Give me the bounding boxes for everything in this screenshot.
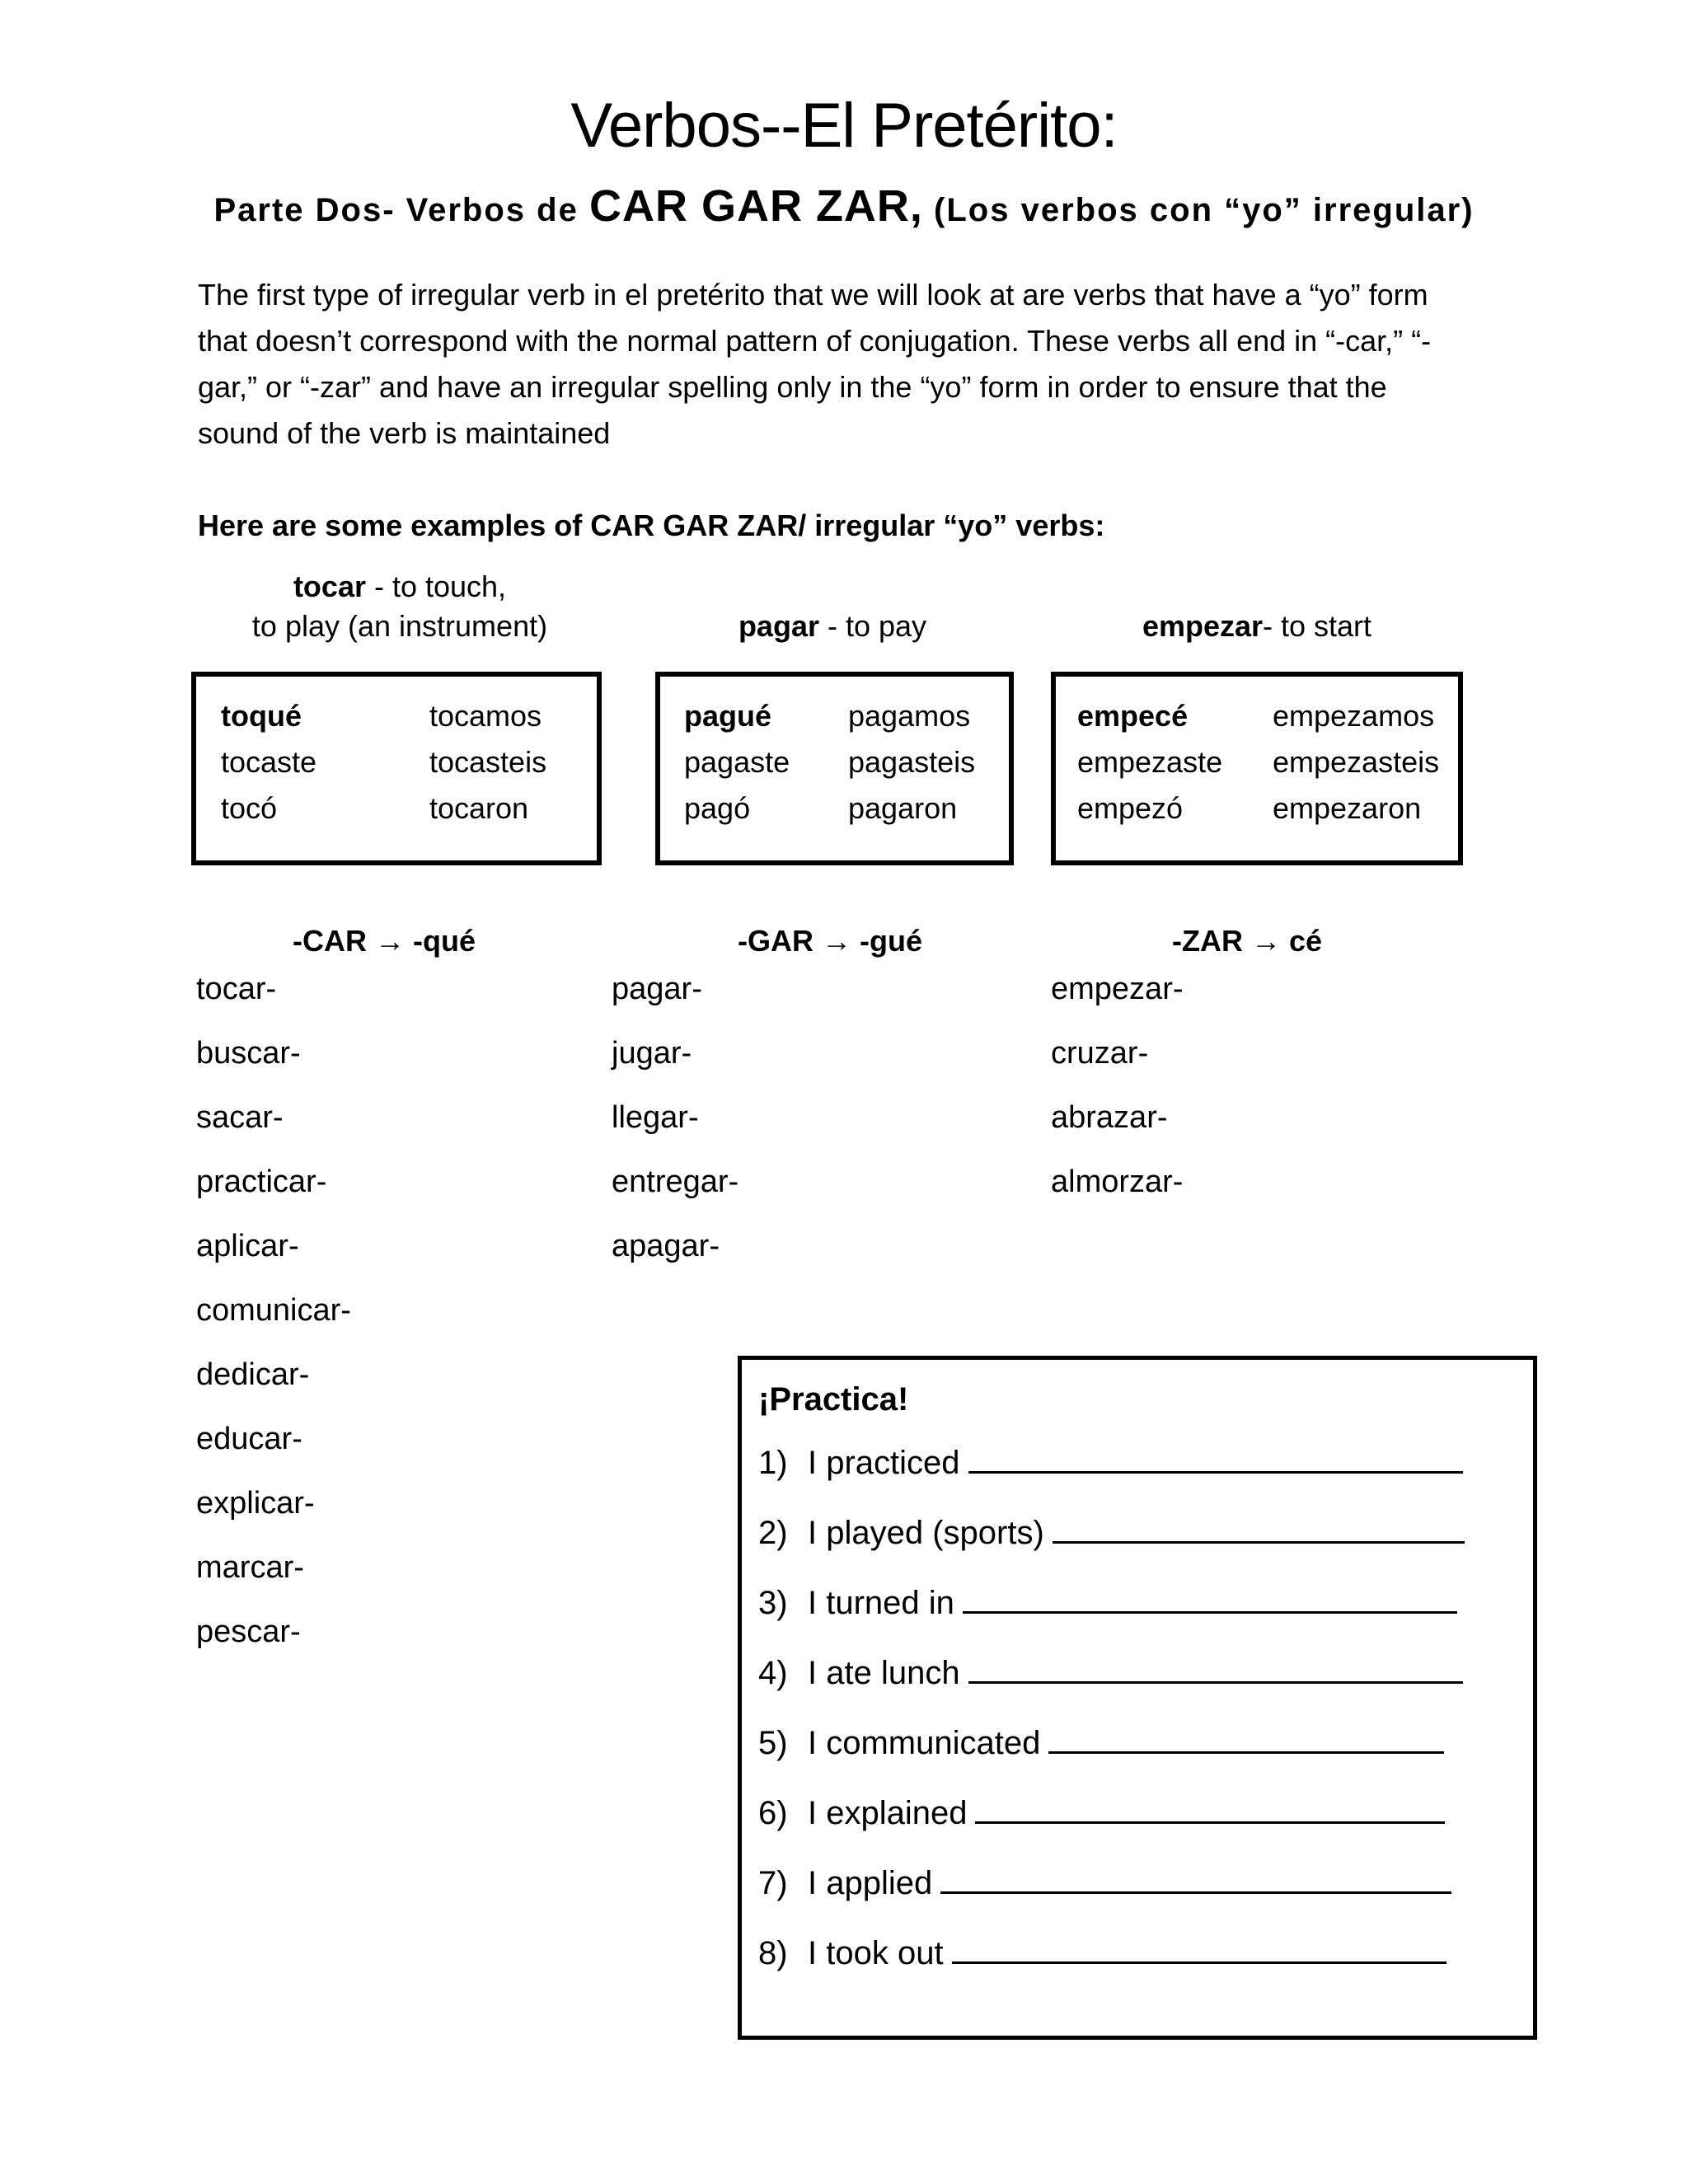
example-meaning: - to pay bbox=[818, 609, 927, 643]
verb-list-item: marcar- bbox=[196, 1550, 304, 1585]
answer-blank[interactable] bbox=[1048, 1718, 1444, 1754]
page-subtitle bbox=[0, 180, 1688, 237]
practice-number: 3) bbox=[758, 1585, 788, 1621]
rule-heading-gar: -GAR → -gué bbox=[738, 924, 922, 958]
conj-ellos: empezaron bbox=[1273, 791, 1422, 825]
practice-title: ¡Practica! bbox=[758, 1381, 909, 1418]
answer-blank[interactable] bbox=[963, 1578, 1457, 1614]
verb-list-item: cruzar- bbox=[1051, 1036, 1149, 1071]
conj-nosotros: empezamos bbox=[1273, 699, 1435, 733]
conj-tu: empezaste bbox=[1077, 745, 1223, 779]
practice-prompt: I played (sports) bbox=[808, 1515, 1044, 1551]
practice-item bbox=[758, 1438, 1463, 1486]
example-verb: pagar bbox=[738, 609, 819, 643]
page-title: Verbos--El Pretérito: bbox=[570, 91, 1118, 161]
conj-ellos: tocaron bbox=[429, 791, 529, 825]
answer-blank[interactable] bbox=[975, 1788, 1445, 1824]
practice-number: 6) bbox=[758, 1795, 788, 1831]
conjugation-box-tocar bbox=[191, 672, 602, 865]
example-meaning: - to start bbox=[1263, 609, 1372, 643]
verb-list-item: empezar- bbox=[1051, 972, 1184, 1006]
conj-yo: pagué bbox=[684, 699, 772, 733]
practice-item bbox=[758, 1929, 1447, 1976]
verb-list-zar bbox=[1051, 968, 1463, 1232]
subtitle-prefix: Parte Dos- Verbos de bbox=[213, 192, 589, 228]
practice-prompt: I applied bbox=[808, 1865, 933, 1901]
verb-list-item: buscar- bbox=[196, 1036, 301, 1071]
verb-list-item: explicar- bbox=[196, 1486, 315, 1521]
intro-line: that doesn’t correspond with the normal pattern of conjugation. These verbs all end in “-car,” “- bbox=[198, 324, 1432, 358]
verb-list-item: practicar- bbox=[196, 1165, 327, 1199]
examples-heading: Here are some examples of CAR GAR ZAR/ irregular “yo” verbs: bbox=[198, 509, 1105, 542]
conj-yo: toqué bbox=[221, 699, 302, 733]
conj-nosotros: pagamos bbox=[848, 699, 971, 733]
rule-heading-zar: -ZAR → cé bbox=[1172, 924, 1323, 958]
intro-line: sound of the verb is maintained bbox=[198, 416, 611, 450]
practice-prompt: I took out bbox=[808, 1935, 944, 1971]
conj-tu: tocaste bbox=[221, 745, 317, 779]
practice-prompt: I ate lunch bbox=[808, 1655, 960, 1691]
verb-list-item: sacar- bbox=[196, 1100, 284, 1135]
example-caption-empezar bbox=[1051, 607, 1463, 646]
conj-vosotros: pagasteis bbox=[848, 745, 976, 779]
verb-list-item: almorzar- bbox=[1051, 1165, 1184, 1199]
conjugation-box-pagar bbox=[655, 672, 1014, 865]
practice-box bbox=[738, 1356, 1537, 2040]
conj-ellos: pagaron bbox=[848, 791, 958, 825]
conj-el: tocó bbox=[221, 791, 278, 825]
practice-prompt: I communicated bbox=[808, 1725, 1041, 1761]
verb-list-item: tocar- bbox=[196, 972, 277, 1006]
conj-el: pagó bbox=[684, 791, 751, 825]
verb-list-item: entregar- bbox=[612, 1165, 739, 1199]
conjugation-box-empezar bbox=[1051, 672, 1463, 865]
answer-blank[interactable] bbox=[968, 1648, 1463, 1684]
practice-number: 8) bbox=[758, 1935, 788, 1971]
example-verb: tocar bbox=[293, 569, 366, 603]
practice-item bbox=[758, 1578, 1457, 1626]
conj-el: empezó bbox=[1077, 791, 1184, 825]
practice-number: 5) bbox=[758, 1725, 788, 1761]
verb-list-item: pescar- bbox=[196, 1615, 301, 1649]
practice-number: 4) bbox=[758, 1655, 788, 1691]
conj-vosotros: tocasteis bbox=[429, 745, 547, 779]
practice-item bbox=[758, 1508, 1465, 1556]
answer-blank[interactable] bbox=[1053, 1508, 1465, 1544]
intro-line: gar,” or “-zar” and have an irregular spelling only in the “yo” form in order to ensure that the bbox=[198, 370, 1387, 404]
example-meaning: - to touch, bbox=[365, 569, 507, 603]
verb-list-item: comunicar- bbox=[196, 1293, 351, 1328]
practice-item bbox=[758, 1858, 1451, 1906]
verb-list-item: llegar- bbox=[612, 1100, 699, 1135]
subtitle-emphasis: CAR GAR ZAR, bbox=[588, 181, 923, 231]
practice-prompt: I explained bbox=[808, 1795, 968, 1831]
answer-blank[interactable] bbox=[968, 1438, 1463, 1474]
conj-yo: empecé bbox=[1077, 699, 1189, 733]
caption-line bbox=[206, 567, 593, 607]
intro-paragraph bbox=[198, 272, 1508, 457]
practice-number: 1) bbox=[758, 1445, 788, 1481]
subtitle-suffix: (Los verbos con “yo” irregular) bbox=[922, 192, 1475, 228]
conj-vosotros: empezasteis bbox=[1273, 745, 1440, 779]
practice-item bbox=[758, 1718, 1444, 1766]
verb-list-item: jugar- bbox=[612, 1036, 692, 1071]
practice-prompt: I practiced bbox=[808, 1445, 960, 1481]
answer-blank[interactable] bbox=[940, 1858, 1451, 1894]
conj-nosotros: tocamos bbox=[429, 699, 542, 733]
verb-list-item: abrazar- bbox=[1051, 1100, 1168, 1135]
conj-tu: pagaste bbox=[684, 745, 790, 779]
caption-line: to play (an instrument) bbox=[251, 609, 548, 643]
verb-list-item: dedicar- bbox=[196, 1357, 310, 1392]
practice-item bbox=[758, 1788, 1445, 1836]
answer-blank[interactable] bbox=[952, 1929, 1447, 1964]
verb-list-item: pagar- bbox=[612, 972, 702, 1006]
verb-list-item: aplicar- bbox=[196, 1229, 299, 1263]
practice-number: 7) bbox=[758, 1865, 788, 1901]
intro-line: The first type of irregular verb in el pretérito that we will look at are verbs that have a “yo” form bbox=[198, 278, 1428, 312]
rule-heading-car: -CAR → -qué bbox=[293, 924, 476, 958]
practice-item bbox=[758, 1648, 1463, 1696]
verb-list-gar bbox=[612, 968, 1024, 1298]
example-verb: empezar bbox=[1142, 609, 1264, 643]
example-caption-pagar bbox=[655, 607, 1010, 646]
verb-list-item: apagar- bbox=[612, 1229, 720, 1263]
practice-number: 2) bbox=[758, 1515, 788, 1551]
practice-prompt: I turned in bbox=[808, 1585, 954, 1621]
example-caption-tocar bbox=[206, 567, 593, 646]
verb-list-item: educar- bbox=[196, 1422, 302, 1456]
